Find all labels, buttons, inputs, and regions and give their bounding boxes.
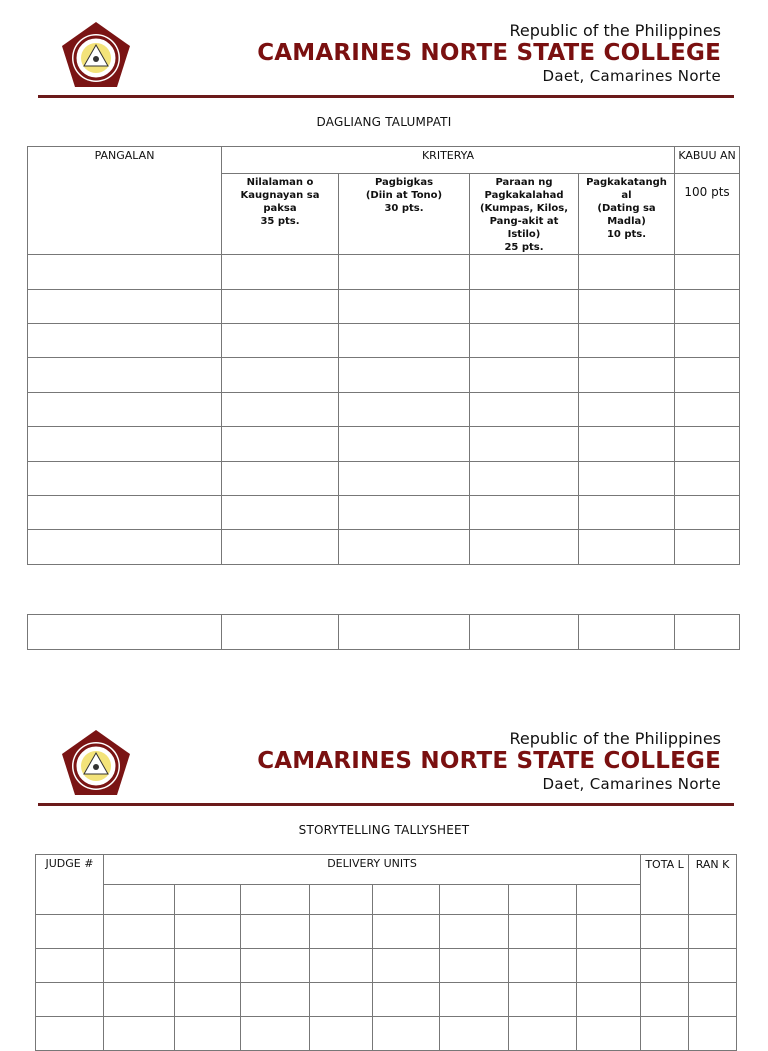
criterion-stage-presence: Pagkakatangh al (Dating sa Madla) 10 pts. [579, 174, 675, 255]
scoring-table [27, 146, 740, 565]
college-seal-logo [60, 20, 132, 90]
table-row [28, 496, 740, 530]
delivery-units-header: DELIVERY UNITS [104, 855, 641, 885]
table-row [28, 290, 740, 324]
table-row [28, 615, 740, 650]
rank-column-header: RAN K [689, 855, 737, 915]
form-title: STORYTELLING TALLYSHEET [298, 823, 470, 837]
criterion-presentation: Paraan ng Pagkakalahad (Kumpas, Kilos, Pang-akit at Istilo) 25 pts. [470, 174, 579, 255]
delivery-unit-cell[interactable] [509, 885, 577, 915]
header-rule [38, 95, 734, 98]
criteria-column-header: KRITERYA [222, 147, 675, 174]
table-row [36, 915, 737, 949]
table-row [36, 1017, 737, 1051]
republic-line: Republic of the Philippines [509, 21, 721, 40]
college-name: CAMARINES NORTE STATE COLLEGE [257, 748, 721, 774]
judge-column-header: JUDGE # [36, 855, 104, 915]
college-name: CAMARINES NORTE STATE COLLEGE [257, 40, 721, 66]
college-seal-logo [60, 728, 132, 798]
total-column-header: TOTA L [641, 855, 689, 915]
delivery-unit-cell[interactable] [241, 885, 310, 915]
total-column-header: KABUU AN [675, 147, 740, 174]
delivery-unit-cell[interactable] [175, 885, 241, 915]
delivery-unit-cell[interactable] [373, 885, 440, 915]
criterion-content: Nilalaman o Kaugnayan sa paksa 35 pts. [222, 174, 339, 255]
table-row [28, 393, 740, 427]
delivery-unit-cell[interactable] [104, 885, 175, 915]
table-row [28, 358, 740, 393]
total-points: 100 pts [675, 174, 740, 255]
tally-table [35, 854, 737, 1051]
table-row [28, 324, 740, 358]
delivery-unit-cell[interactable] [440, 885, 509, 915]
delivery-unit-cell[interactable] [577, 885, 641, 915]
table-row [28, 530, 740, 565]
header-rule [38, 803, 734, 806]
college-location: Daet, Camarines Norte [542, 67, 721, 85]
form-title: DAGLIANG TALUMPATI [316, 115, 452, 129]
college-location: Daet, Camarines Norte [542, 775, 721, 793]
criterion-delivery: Pagbigkas (Diin at Tono) 30 pts. [339, 174, 470, 255]
table-row [36, 949, 737, 983]
name-column-header: PANGALAN [28, 147, 222, 255]
republic-line: Republic of the Philippines [509, 729, 721, 748]
summary-table [27, 614, 740, 650]
table-row [28, 255, 740, 290]
delivery-unit-cell[interactable] [310, 885, 373, 915]
table-row [28, 427, 740, 462]
table-row [36, 983, 737, 1017]
table-row [28, 462, 740, 496]
